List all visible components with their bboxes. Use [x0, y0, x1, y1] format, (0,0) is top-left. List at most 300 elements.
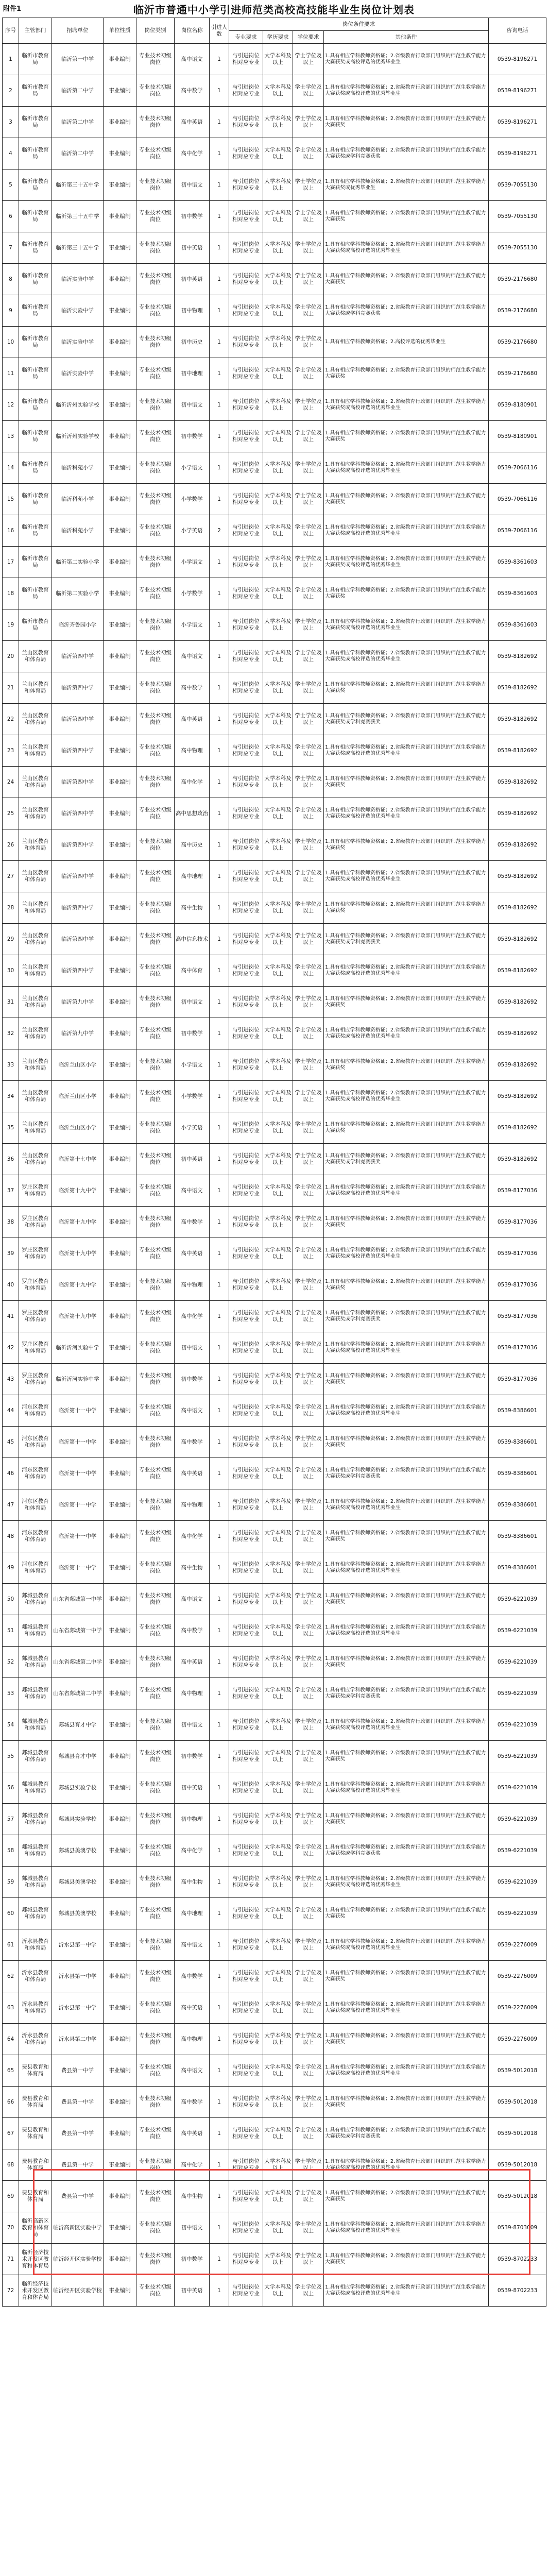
cell-count: 1 — [210, 829, 229, 861]
table-row — [3, 2024, 546, 2055]
cell-no: 57 — [3, 1804, 19, 1835]
table-row — [3, 2055, 546, 2087]
cell-dept: 临沂经济技术开发区教育和体育局 — [19, 2275, 52, 2307]
cell-post: 高中英语 — [175, 2118, 210, 2149]
cell-edu: 大学本科及以上 — [263, 2275, 293, 2307]
cell-nature: 事业编制 — [104, 1144, 136, 1175]
cell-tel: 0539-8182692 — [489, 924, 546, 955]
cell-major: 与引进岗位相对应专业 — [229, 1804, 263, 1835]
cell-unit: 临沂第十九中学 — [52, 1175, 104, 1207]
cell-degree: 学士学位及以上 — [293, 1961, 324, 1992]
cell-no: 61 — [3, 1929, 19, 1961]
cell-unit: 临沂科苑小学 — [52, 484, 104, 515]
cell-dept: 河东区教育和体育局 — [19, 1395, 52, 1427]
cell-no: 33 — [3, 1049, 19, 1081]
cell-tel: 0539-8361603 — [489, 547, 546, 578]
cell-nature: 事业编制 — [104, 1175, 136, 1207]
cell-edu: 大学本科及以上 — [263, 75, 293, 107]
cell-degree: 学士学位及以上 — [293, 2244, 324, 2275]
cell-post: 高中英语 — [175, 107, 210, 138]
cell-dept: 临沂市教育局 — [19, 201, 52, 232]
cell-count: 1 — [210, 1489, 229, 1521]
cell-tel: 0539-6221039 — [489, 1835, 546, 1867]
cell-nature: 事业编制 — [104, 1207, 136, 1238]
header-no: 序号 — [3, 18, 19, 44]
cell-nature: 事业编制 — [104, 1018, 136, 1049]
cell-other: 1.具有相应学科教师资格证；2.省级教育行政部门组织的师范生教学能力大赛获奖或高校评选的优秀毕业生 — [324, 1929, 489, 1961]
cell-other: 1.具有相应学科教师资格证；2.省级教育行政部门组织的师范生教学能力大赛获奖 — [324, 484, 489, 515]
header-unit: 招聘单位 — [52, 18, 104, 44]
cell-other: 1.具有相应学科教师资格证；2.省级教育行政部门组织的师范生教学能力大赛获奖或高校评选的优秀毕业生 — [324, 232, 489, 264]
cell-post: 高中数学 — [175, 75, 210, 107]
cell-edu: 大学本科及以上 — [263, 44, 293, 75]
cell-major: 与引进岗位相对应专业 — [229, 1238, 263, 1269]
cell-count: 1 — [210, 1867, 229, 1898]
cell-post: 初中语文 — [175, 1332, 210, 1364]
table-row — [3, 1175, 546, 1207]
table-row — [3, 2244, 546, 2275]
cell-no: 16 — [3, 515, 19, 547]
cell-tel: 0539-2176680 — [489, 358, 546, 389]
cell-dept: 临沂市教育局 — [19, 107, 52, 138]
cell-nature: 事业编制 — [104, 295, 136, 327]
cell-other: 1.具有相应学科教师资格证；2.省级教育行政部门组织的师范生教学能力大赛获奖或高校评选的优秀毕业生 — [324, 1332, 489, 1364]
cell-no: 23 — [3, 735, 19, 767]
cell-degree: 学士学位及以上 — [293, 107, 324, 138]
cell-tel: 0539-7055130 — [489, 170, 546, 201]
cell-unit: 临沂实验中学 — [52, 358, 104, 389]
cell-major: 与引进岗位相对应专业 — [229, 44, 263, 75]
cell-count: 1 — [210, 578, 229, 609]
cell-tel: 0539-7055130 — [489, 201, 546, 232]
cell-category: 专业技术初级岗位 — [136, 2118, 175, 2149]
cell-count: 1 — [210, 955, 229, 987]
cell-dept: 费县教育和体育局 — [19, 2055, 52, 2087]
cell-nature: 事业编制 — [104, 2087, 136, 2118]
cell-edu: 大学本科及以上 — [263, 1678, 293, 1709]
cell-tel: 0539-2276009 — [489, 1929, 546, 1961]
cell-nature: 事业编制 — [104, 138, 136, 170]
cell-other: 1.具有相应学科教师资格证；2.省级教育行政部门组织的师范生教学能力大赛获奖 — [324, 1269, 489, 1301]
cell-edu: 大学本科及以上 — [263, 1207, 293, 1238]
cell-dept: 兰山区教育和体育局 — [19, 798, 52, 829]
cell-category: 专业技术初级岗位 — [136, 1175, 175, 1207]
cell-category: 专业技术初级岗位 — [136, 2149, 175, 2181]
cell-category: 专业技术初级岗位 — [136, 1678, 175, 1709]
cell-dept: 兰山区教育和体育局 — [19, 987, 52, 1018]
cell-dept: 沂水县教育和体育局 — [19, 1961, 52, 1992]
cell-edu: 大学本科及以上 — [263, 1427, 293, 1458]
cell-nature: 事业编制 — [104, 232, 136, 264]
cell-other: 1.具有相应学科教师资格证；2.省级教育行政部门组织的师范生教学能力大赛获奖或高校评选的优秀毕业生 — [324, 1081, 489, 1112]
cell-major: 与引进岗位相对应专业 — [229, 1898, 263, 1929]
cell-nature: 事业编制 — [104, 892, 136, 924]
table-row — [3, 798, 546, 829]
cell-dept: 临沂市教育局 — [19, 232, 52, 264]
job-plan-table — [2, 18, 546, 2307]
cell-post: 高中历史 — [175, 829, 210, 861]
cell-category: 专业技术初级岗位 — [136, 1049, 175, 1081]
cell-dept: 兰山区教育和体育局 — [19, 1144, 52, 1175]
cell-nature: 事业编制 — [104, 327, 136, 358]
cell-other: 1.具有相应学科教师资格证；2.省级教育行政部门组织的师范生教学能力大赛获奖 — [324, 1521, 489, 1552]
cell-tel: 0539-6221039 — [489, 1709, 546, 1741]
cell-unit: 临沂第十一中学 — [52, 1458, 104, 1489]
cell-major: 与引进岗位相对应专业 — [229, 609, 263, 641]
cell-unit: 沂水县第一中学 — [52, 1961, 104, 1992]
cell-no: 2 — [3, 75, 19, 107]
table-header — [3, 18, 546, 44]
table-row — [3, 1584, 546, 1615]
cell-edu: 大学本科及以上 — [263, 861, 293, 892]
cell-count: 1 — [210, 2149, 229, 2181]
cell-edu: 大学本科及以上 — [263, 1615, 293, 1647]
cell-category: 专业技术初级岗位 — [136, 75, 175, 107]
table-row — [3, 1332, 546, 1364]
cell-nature: 事业编制 — [104, 1364, 136, 1395]
cell-tel: 0539-8177036 — [489, 1175, 546, 1207]
cell-category: 专业技术初级岗位 — [136, 1489, 175, 1521]
cell-count: 1 — [210, 2275, 229, 2307]
cell-major: 与引进岗位相对应专业 — [229, 1741, 263, 1772]
cell-major: 与引进岗位相对应专业 — [229, 547, 263, 578]
cell-count: 1 — [210, 201, 229, 232]
cell-category: 专业技术初级岗位 — [136, 515, 175, 547]
cell-edu: 大学本科及以上 — [263, 232, 293, 264]
cell-edu: 大学本科及以上 — [263, 389, 293, 421]
cell-category: 专业技术初级岗位 — [136, 1364, 175, 1395]
cell-edu: 大学本科及以上 — [263, 1741, 293, 1772]
cell-nature: 事业编制 — [104, 704, 136, 735]
cell-unit: 临沂第四中学 — [52, 641, 104, 672]
cell-no: 72 — [3, 2275, 19, 2307]
cell-degree: 学士学位及以上 — [293, 1332, 324, 1364]
cell-degree: 学士学位及以上 — [293, 1678, 324, 1709]
table-row — [3, 987, 546, 1018]
table-row — [3, 138, 546, 170]
cell-nature: 事业编制 — [104, 1427, 136, 1458]
cell-other: 1.具有相应学科教师资格证；2.省级教育行政部门组织的师范生教学能力大赛获奖或高校评选的优秀毕业生 — [324, 798, 489, 829]
cell-tel: 0539-7066116 — [489, 452, 546, 484]
cell-major: 与引进岗位相对应专业 — [229, 735, 263, 767]
cell-nature: 事业编制 — [104, 1898, 136, 1929]
cell-tel: 0539-2176680 — [489, 295, 546, 327]
table-row — [3, 955, 546, 987]
cell-major: 与引进岗位相对应专业 — [229, 1584, 263, 1615]
cell-dept: 费县教育和体育局 — [19, 2118, 52, 2149]
cell-nature: 事业编制 — [104, 44, 136, 75]
cell-dept: 郯城县教育和体育局 — [19, 1709, 52, 1741]
cell-tel: 0539-8177036 — [489, 1332, 546, 1364]
cell-post: 高中数学 — [175, 1207, 210, 1238]
header-count: 引进人数 — [210, 18, 229, 44]
cell-unit: 费县第一中学 — [52, 2055, 104, 2087]
cell-post: 高中信息技术 — [175, 924, 210, 955]
cell-post: 高中语文 — [175, 1584, 210, 1615]
cell-count: 1 — [210, 44, 229, 75]
cell-degree: 学士学位及以上 — [293, 2149, 324, 2181]
cell-unit: 沂水县第一中学 — [52, 1992, 104, 2024]
cell-other: 1.具有相应学科教师资格证；2.省级教育行政部门组织的师范生教学能力大赛获奖或学科竞赛获奖 — [324, 924, 489, 955]
cell-degree: 学士学位及以上 — [293, 138, 324, 170]
cell-post: 初中数学 — [175, 1741, 210, 1772]
cell-no: 35 — [3, 1112, 19, 1144]
cell-edu: 大学本科及以上 — [263, 2087, 293, 2118]
cell-category: 专业技术初级岗位 — [136, 1207, 175, 1238]
table-row — [3, 484, 546, 515]
cell-unit: 临沂第四中学 — [52, 672, 104, 704]
cell-post: 高中英语 — [175, 1647, 210, 1678]
cell-no: 10 — [3, 327, 19, 358]
cell-category: 专业技术初级岗位 — [136, 1238, 175, 1269]
cell-category: 专业技术初级岗位 — [136, 201, 175, 232]
cell-degree: 学士学位及以上 — [293, 861, 324, 892]
cell-degree: 学士学位及以上 — [293, 2212, 324, 2244]
cell-category: 专业技术初级岗位 — [136, 295, 175, 327]
cell-degree: 学士学位及以上 — [293, 672, 324, 704]
cell-degree: 学士学位及以上 — [293, 1301, 324, 1332]
cell-no: 13 — [3, 421, 19, 452]
cell-degree: 学士学位及以上 — [293, 704, 324, 735]
cell-post: 高中化学 — [175, 2149, 210, 2181]
cell-dept: 临沂经济技术开发区教育和体育局 — [19, 2244, 52, 2275]
page-title: 临沂市普通中小学引进师范类高校高技能毕业生岗位计划表 — [133, 4, 415, 16]
cell-tel: 0539-6221039 — [489, 1678, 546, 1709]
cell-dept: 临沂市教育局 — [19, 515, 52, 547]
cell-count: 1 — [210, 547, 229, 578]
cell-major: 与引进岗位相对应专业 — [229, 515, 263, 547]
cell-unit: 临沂科苑小学 — [52, 515, 104, 547]
cell-other: 1.具有相应学科教师资格证；2.省级教育行政部门组织的师范生教学能力大赛获奖或优秀毕业生 — [324, 170, 489, 201]
cell-tel: 0539-6221039 — [489, 1804, 546, 1835]
cell-other: 1.具有相应学科教师资格证；2.省级教育行政部门组织的师范生教学能力大赛获奖或高校评选的优秀毕业生 — [324, 955, 489, 987]
cell-no: 22 — [3, 704, 19, 735]
cell-edu: 大学本科及以上 — [263, 735, 293, 767]
cell-dept: 兰山区教育和体育局 — [19, 767, 52, 798]
cell-count: 1 — [210, 2244, 229, 2275]
cell-nature: 事业编制 — [104, 484, 136, 515]
cell-other: 1.具有相应学科教师资格证；2.省级教育行政部门组织的师范生教学能力大赛获奖 — [324, 1427, 489, 1458]
cell-degree: 学士学位及以上 — [293, 1395, 324, 1427]
cell-tel: 0539-8386601 — [489, 1552, 546, 1584]
cell-nature: 事业编制 — [104, 389, 136, 421]
cell-category: 专业技术初级岗位 — [136, 2275, 175, 2307]
cell-no: 29 — [3, 924, 19, 955]
cell-post: 高中数学 — [175, 1427, 210, 1458]
cell-count: 1 — [210, 421, 229, 452]
cell-edu: 大学本科及以上 — [263, 1521, 293, 1552]
cell-count: 1 — [210, 170, 229, 201]
cell-no: 25 — [3, 798, 19, 829]
cell-other: 1.具有相应学科教师资格证；2.省级教育行政部门组织的师范生教学能力大赛获奖或学科竞赛获奖 — [324, 138, 489, 170]
cell-edu: 大学本科及以上 — [263, 1804, 293, 1835]
cell-edu: 大学本科及以上 — [263, 1709, 293, 1741]
cell-post: 小学语文 — [175, 1049, 210, 1081]
cell-tel: 0539-8703009 — [489, 2212, 546, 2244]
cell-tel: 0539-8182692 — [489, 861, 546, 892]
cell-edu: 大学本科及以上 — [263, 1458, 293, 1489]
cell-tel: 0539-8182692 — [489, 641, 546, 672]
cell-edu: 大学本科及以上 — [263, 452, 293, 484]
cell-category: 专业技术初级岗位 — [136, 735, 175, 767]
cell-edu: 大学本科及以上 — [263, 264, 293, 295]
cell-no: 58 — [3, 1835, 19, 1867]
cell-degree: 学士学位及以上 — [293, 201, 324, 232]
cell-edu: 大学本科及以上 — [263, 295, 293, 327]
cell-degree: 学士学位及以上 — [293, 327, 324, 358]
cell-other: 1.具有相应学科教师资格证；2.省级教育行政部门组织的师范生教学能力大赛获奖或高校评选的优秀毕业生 — [324, 1489, 489, 1521]
cell-nature: 事业编制 — [104, 421, 136, 452]
cell-nature: 事业编制 — [104, 1961, 136, 1992]
table-row — [3, 2275, 546, 2307]
cell-degree: 学士学位及以上 — [293, 2087, 324, 2118]
cell-tel: 0539-8196271 — [489, 107, 546, 138]
cell-count: 1 — [210, 1992, 229, 2024]
table-row — [3, 107, 546, 138]
cell-edu: 大学本科及以上 — [263, 1552, 293, 1584]
cell-tel: 0539-8386601 — [489, 1427, 546, 1458]
table-row — [3, 327, 546, 358]
cell-no: 28 — [3, 892, 19, 924]
cell-post: 高中地理 — [175, 1898, 210, 1929]
cell-other: 1.具有相应学科教师资格证；2.省级教育行政部门组织的师范生教学能力大赛获奖 — [324, 1112, 489, 1144]
cell-category: 专业技术初级岗位 — [136, 798, 175, 829]
cell-unit: 临沂第十九中学 — [52, 1238, 104, 1269]
cell-degree: 学士学位及以上 — [293, 1458, 324, 1489]
cell-unit: 临沂第四中学 — [52, 704, 104, 735]
cell-major: 与引进岗位相对应专业 — [229, 2275, 263, 2307]
cell-post: 高中生物 — [175, 1867, 210, 1898]
cell-major: 与引进岗位相对应专业 — [229, 201, 263, 232]
cell-post: 初中历史 — [175, 327, 210, 358]
table-row — [3, 578, 546, 609]
cell-degree: 学士学位及以上 — [293, 1867, 324, 1898]
cell-major: 与引进岗位相对应专业 — [229, 1144, 263, 1175]
cell-count: 1 — [210, 798, 229, 829]
cell-dept: 兰山区教育和体育局 — [19, 641, 52, 672]
cell-count: 1 — [210, 1678, 229, 1709]
cell-edu: 大学本科及以上 — [263, 1332, 293, 1364]
cell-category: 专业技术初级岗位 — [136, 1615, 175, 1647]
cell-nature: 事业编制 — [104, 264, 136, 295]
cell-degree: 学士学位及以上 — [293, 1709, 324, 1741]
cell-other: 1.具有相应学科教师资格证；2.省级教育行政部门组织的师范生教学能力大赛获奖或高校评选的优秀毕业生 — [324, 2212, 489, 2244]
cell-unit: 临沂第四中学 — [52, 892, 104, 924]
cell-post: 高中数学 — [175, 1961, 210, 1992]
cell-other: 1.具有相应学科教师资格证；2.省级教育行政部门组织的师范生教学能力大赛获奖 — [324, 829, 489, 861]
cell-category: 专业技术初级岗位 — [136, 170, 175, 201]
cell-major: 与引进岗位相对应专业 — [229, 2024, 263, 2055]
cell-unit: 临沂第十一中学 — [52, 1521, 104, 1552]
cell-major: 与引进岗位相对应专业 — [229, 861, 263, 892]
cell-nature: 事业编制 — [104, 987, 136, 1018]
cell-edu: 大学本科及以上 — [263, 829, 293, 861]
cell-degree: 学士学位及以上 — [293, 75, 324, 107]
cell-major: 与引进岗位相对应专业 — [229, 955, 263, 987]
cell-post: 高中数学 — [175, 1615, 210, 1647]
cell-tel: 0539-8702233 — [489, 2244, 546, 2275]
table-row — [3, 1269, 546, 1301]
cell-count: 1 — [210, 1741, 229, 1772]
cell-edu: 大学本科及以上 — [263, 1081, 293, 1112]
cell-nature: 事业编制 — [104, 201, 136, 232]
cell-nature: 事业编制 — [104, 641, 136, 672]
cell-post: 初中数学 — [175, 421, 210, 452]
cell-post: 高中物理 — [175, 735, 210, 767]
cell-count: 1 — [210, 1175, 229, 1207]
table-row — [3, 1144, 546, 1175]
cell-other: 1.具有相应学科教师资格证；2.省级教育行政部门组织的师范生教学能力大赛获奖或高校评选的优秀毕业生 — [324, 1552, 489, 1584]
cell-post: 初中物理 — [175, 1804, 210, 1835]
table-row — [3, 170, 546, 201]
cell-post: 高中生物 — [175, 892, 210, 924]
cell-unit: 临沂第四中学 — [52, 861, 104, 892]
cell-degree: 学士学位及以上 — [293, 170, 324, 201]
table-row — [3, 515, 546, 547]
cell-degree: 学士学位及以上 — [293, 1112, 324, 1144]
cell-category: 专业技术初级岗位 — [136, 1741, 175, 1772]
cell-other: 1.具有相应学科教师资格证；2.省级教育行政部门组织的师范生教学能力大赛获奖 — [324, 1961, 489, 1992]
cell-edu: 大学本科及以上 — [263, 2181, 293, 2212]
cell-no: 9 — [3, 295, 19, 327]
cell-tel: 0539-8182692 — [489, 1018, 546, 1049]
cell-edu: 大学本科及以上 — [263, 1584, 293, 1615]
cell-major: 与引进岗位相对应专业 — [229, 1772, 263, 1804]
cell-other: 1.具有相应学科教师资格证；2.省级教育行政部门组织的师范生教学能力大赛获奖或学科竞赛获奖 — [324, 1144, 489, 1175]
table-row — [3, 2118, 546, 2149]
cell-other: 1.具有相应学科教师资格证；2.省级教育行政部门组织的师范生教学能力大赛获奖或高校评选的优秀毕业生 — [324, 452, 489, 484]
cell-category: 专业技术初级岗位 — [136, 924, 175, 955]
cell-major: 与引进岗位相对应专业 — [229, 672, 263, 704]
cell-dept: 临沂市教育局 — [19, 421, 52, 452]
cell-other: 1.具有相应学科教师资格证；2.省级教育行政部门组织的师范生教学能力大赛获奖或学科竞赛获奖 — [324, 704, 489, 735]
cell-unit: 临沂沂州实验学校 — [52, 389, 104, 421]
cell-dept: 临沂市教育局 — [19, 44, 52, 75]
table-row — [3, 2149, 546, 2181]
cell-nature: 事业编制 — [104, 2149, 136, 2181]
cell-no: 64 — [3, 2024, 19, 2055]
cell-other: 1.具有相应学科教师资格证；2.省级教育行政部门组织的师范生教学能力大赛获奖或高校评选的优秀毕业生 — [324, 2275, 489, 2307]
cell-degree: 学士学位及以上 — [293, 1489, 324, 1521]
cell-nature: 事业编制 — [104, 767, 136, 798]
cell-other: 1.具有相应学科教师资格证；2.省级教育行政部门组织的师范生教学能力大赛获奖或高校评选的优秀毕业生 — [324, 1772, 489, 1804]
header-degree: 学位要求 — [293, 31, 324, 44]
table-row — [3, 547, 546, 578]
cell-no: 53 — [3, 1678, 19, 1709]
cell-other: 1.具有相应学科教师资格证；2.省级教育行政部门组织的师范生教学能力大赛获奖 — [324, 578, 489, 609]
cell-dept: 临沂市教育局 — [19, 547, 52, 578]
cell-major: 与引进岗位相对应专业 — [229, 1332, 263, 1364]
cell-tel: 0539-8386601 — [489, 1521, 546, 1552]
cell-post: 小学语文 — [175, 547, 210, 578]
cell-tel: 0539-8386601 — [489, 1489, 546, 1521]
cell-category: 专业技术初级岗位 — [136, 892, 175, 924]
cell-unit: 费县第一中学 — [52, 2118, 104, 2149]
cell-other: 1.具有相应学科教师资格证；2.省级教育行政部门组织的师范生教学能力大赛获奖或学科竞赛获奖 — [324, 1835, 489, 1867]
cell-tel: 0539-6221039 — [489, 1741, 546, 1772]
cell-unit: 郯城县育才中学 — [52, 1709, 104, 1741]
cell-no: 15 — [3, 484, 19, 515]
cell-nature: 事业编制 — [104, 924, 136, 955]
cell-tel: 0539-5012018 — [489, 2087, 546, 2118]
cell-no: 67 — [3, 2118, 19, 2149]
cell-count: 1 — [210, 2055, 229, 2087]
cell-degree: 学士学位及以上 — [293, 295, 324, 327]
table-row — [3, 1049, 546, 1081]
cell-major: 与引进岗位相对应专业 — [229, 1835, 263, 1867]
cell-category: 专业技术初级岗位 — [136, 2024, 175, 2055]
cell-edu: 大学本科及以上 — [263, 2212, 293, 2244]
